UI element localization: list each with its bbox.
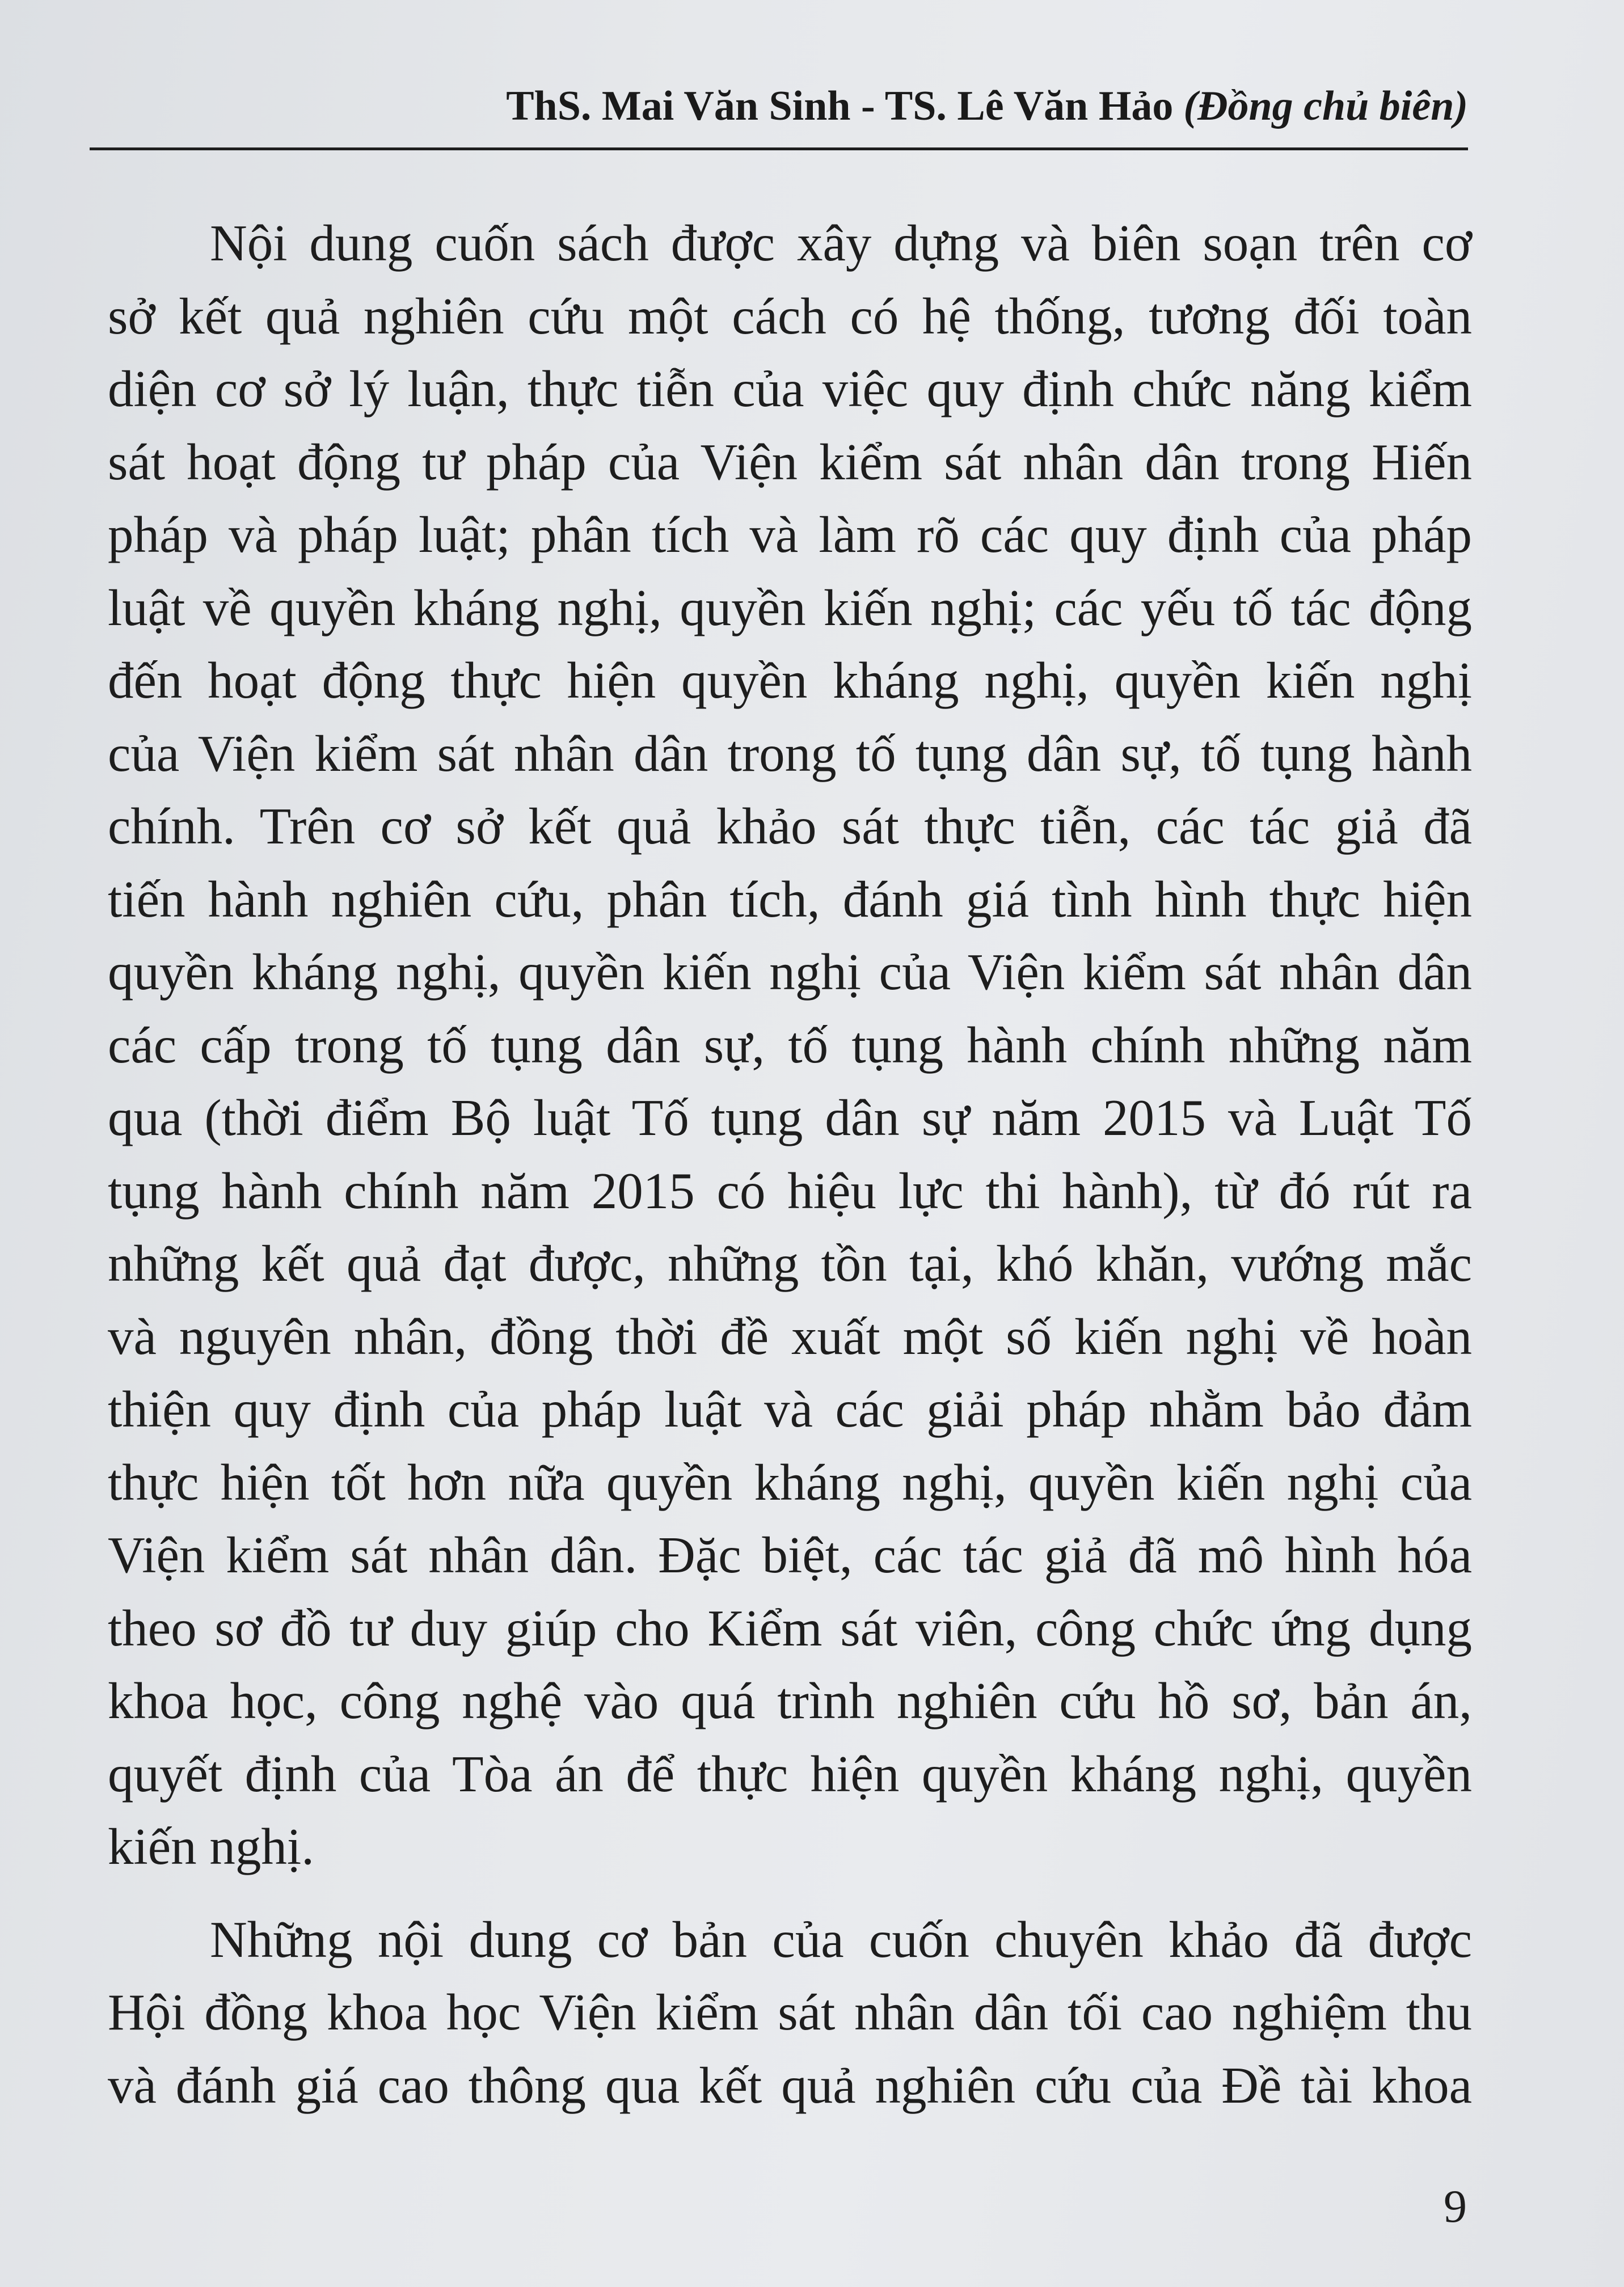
text-line: pháp và pháp luật; phân tích và làm rõ các quy định của pháp bbox=[108, 506, 1472, 563]
header-title bbox=[506, 75, 1468, 137]
text-line: đến hoạt động thực hiện quyền kháng nghị, quyền kiến nghị bbox=[108, 652, 1472, 709]
text-line: kiến nghị. bbox=[108, 1818, 314, 1875]
text-line: quyền kháng nghị, quyền kiến nghị của Viện kiểm sát nhân dân bbox=[108, 943, 1472, 1001]
text-line: tụng hành chính năm 2015 có hiệu lực thi hành), từ đó rút ra bbox=[108, 1162, 1472, 1220]
text-line: Những nội dung cơ bản của cuốn chuyên khảo đã được bbox=[210, 1910, 1472, 1968]
header-authors: ThS. Mai Văn Sinh - TS. Lê Văn Hảo bbox=[506, 83, 1174, 129]
text-line: thực hiện tốt hơn nữa quyền kháng nghị, quyền kiến nghị của bbox=[108, 1453, 1472, 1511]
text-line: sở kết quả nghiên cứu một cách có hệ thống, tương đối toàn bbox=[108, 287, 1472, 345]
body-text bbox=[108, 207, 1472, 2122]
header-rule bbox=[90, 147, 1468, 150]
text-line: Viện kiểm sát nhân dân. Đặc biệt, các tác giả đã mô hình hóa bbox=[108, 1526, 1472, 1584]
text-line: khoa học, công nghệ vào quá trình nghiên cứu hồ sơ, bản án, bbox=[108, 1672, 1472, 1729]
text-line: những kết quả đạt được, những tồn tại, khó khăn, vướng mắc bbox=[108, 1235, 1472, 1292]
text-line: tiến hành nghiên cứu, phân tích, đánh giá tình hình thực hiện bbox=[108, 870, 1472, 928]
text-line: Nội dung cuốn sách được xây dựng và biên soạn trên cơ bbox=[210, 214, 1472, 272]
text-line: theo sơ đồ tư duy giúp cho Kiểm sát viên, công chức ứng dụng bbox=[108, 1599, 1472, 1657]
paragraph-gap bbox=[108, 1884, 1472, 1904]
text-line: và đánh giá cao thông qua kết quả nghiên cứu của Đề tài khoa bbox=[108, 2056, 1472, 2114]
text-line: luật về quyền kháng nghị, quyền kiến nghị; các yếu tố tác động bbox=[108, 579, 1472, 636]
text-line: các cấp trong tố tụng dân sự, tố tụng hành chính những năm bbox=[108, 1016, 1472, 1074]
text-line: diện cơ sở lý luận, thực tiễn của việc quy định chức năng kiểm bbox=[108, 360, 1472, 417]
text-line: qua (thời điểm Bộ luật Tố tụng dân sự năm 2015 và Luật Tố bbox=[108, 1089, 1472, 1146]
text-line: chính. Trên cơ sở kết quả khảo sát thực tiễn, các tác giả đã bbox=[108, 798, 1472, 855]
header-role: (Đồng chủ biên) bbox=[1183, 83, 1468, 129]
page-number: 9 bbox=[1444, 2180, 1467, 2232]
text-line: Hội đồng khoa học Viện kiểm sát nhân dân tối cao nghiệm thu bbox=[108, 1984, 1472, 2041]
text-line: và nguyên nhân, đồng thời đề xuất một số kiến nghị về hoàn bbox=[108, 1307, 1472, 1365]
running-header bbox=[90, 68, 1468, 153]
text-line: quyết định của Tòa án để thực hiện quyền kháng nghị, quyền bbox=[108, 1745, 1472, 1803]
text-line: thiện quy định của pháp luật và các giải pháp nhằm bảo đảm bbox=[108, 1381, 1472, 1438]
text-line: của Viện kiểm sát nhân dân trong tố tụng dân sự, tố tụng hành bbox=[108, 724, 1472, 782]
text-line: sát hoạt động tư pháp của Viện kiểm sát nhân dân trong Hiến bbox=[108, 433, 1472, 491]
